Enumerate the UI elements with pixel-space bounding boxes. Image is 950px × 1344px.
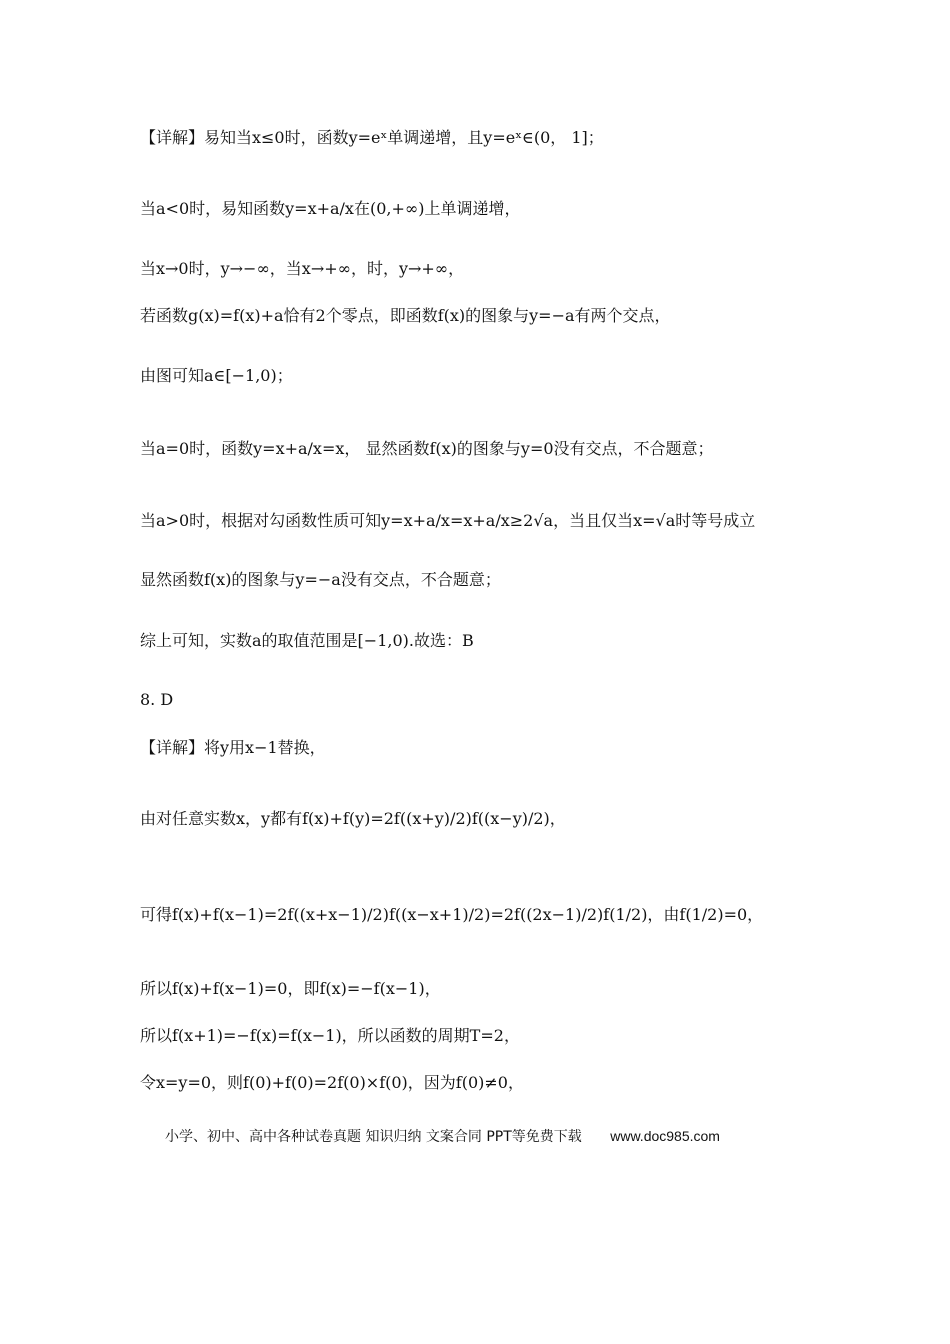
line-12: 由对任意实数x，y都有f(x)+f(y)=2f((x+y)/2)f((x−y)/2)，: [140, 809, 566, 828]
line-7: 当a>0时，根据对勾函数性质可知y=x+a/x=x+a/x≥2√a，当且仅当x=√a时等号成立: [140, 511, 756, 530]
page-footer: [165, 1126, 720, 1147]
line-1: 【详解】易知当x≤0时，函数y=eˣ单调递增，且y=eˣ∈(0， 1]；: [140, 128, 604, 147]
line-16: 令x=y=0，则f(0)+f(0)=2f(0)×f(0)，因为f(0)≠0，: [140, 1073, 524, 1092]
line-3: 当x→0时，y→−∞，当x→+∞，时，y→+∞，: [140, 259, 465, 278]
line-14: 所以f(x)+f(x−1)=0，即f(x)=−f(x−1)，: [140, 979, 441, 998]
line-4: 若函数g(x)=f(x)+a恰有2个零点，即函数f(x)的图象与y=−a有两个交点，: [140, 306, 671, 325]
line-6: 当a=0时，函数y=x+a/x=x， 显然函数f(x)的图象与y=0没有交点，不合题意；: [140, 439, 714, 458]
line-9: 综上可知，实数a的取值范围是[−1,0).故选：B: [140, 631, 474, 650]
line-15: 所以f(x+1)=−f(x)=f(x−1)，所以函数的周期T=2，: [140, 1026, 520, 1045]
line-5: 由图可知a∈[−1,0)；: [140, 366, 293, 385]
line-8: 显然函数f(x)的图象与y=−a没有交点，不合题意；: [140, 570, 501, 589]
line-13: 可得f(x)+f(x−1)=2f((x+x−1)/2)f((x−x+1)/2)=2f((2x−1)/2)f(1/2)，由f(1/2)=0，: [140, 905, 764, 924]
footer-url: www.doc985.com: [610, 1128, 720, 1144]
question-number: 8. D: [140, 690, 174, 709]
line-11: 【详解】将y用x−1替换，: [140, 738, 326, 757]
footer-text: 小学、初中、高中各种试卷真题 知识归纳 文案合同 PPT等免费下载: [165, 1129, 582, 1145]
line-2: 当a<0时，易知函数y=x+a/x在(0,+∞)上单调递增，: [140, 199, 521, 218]
